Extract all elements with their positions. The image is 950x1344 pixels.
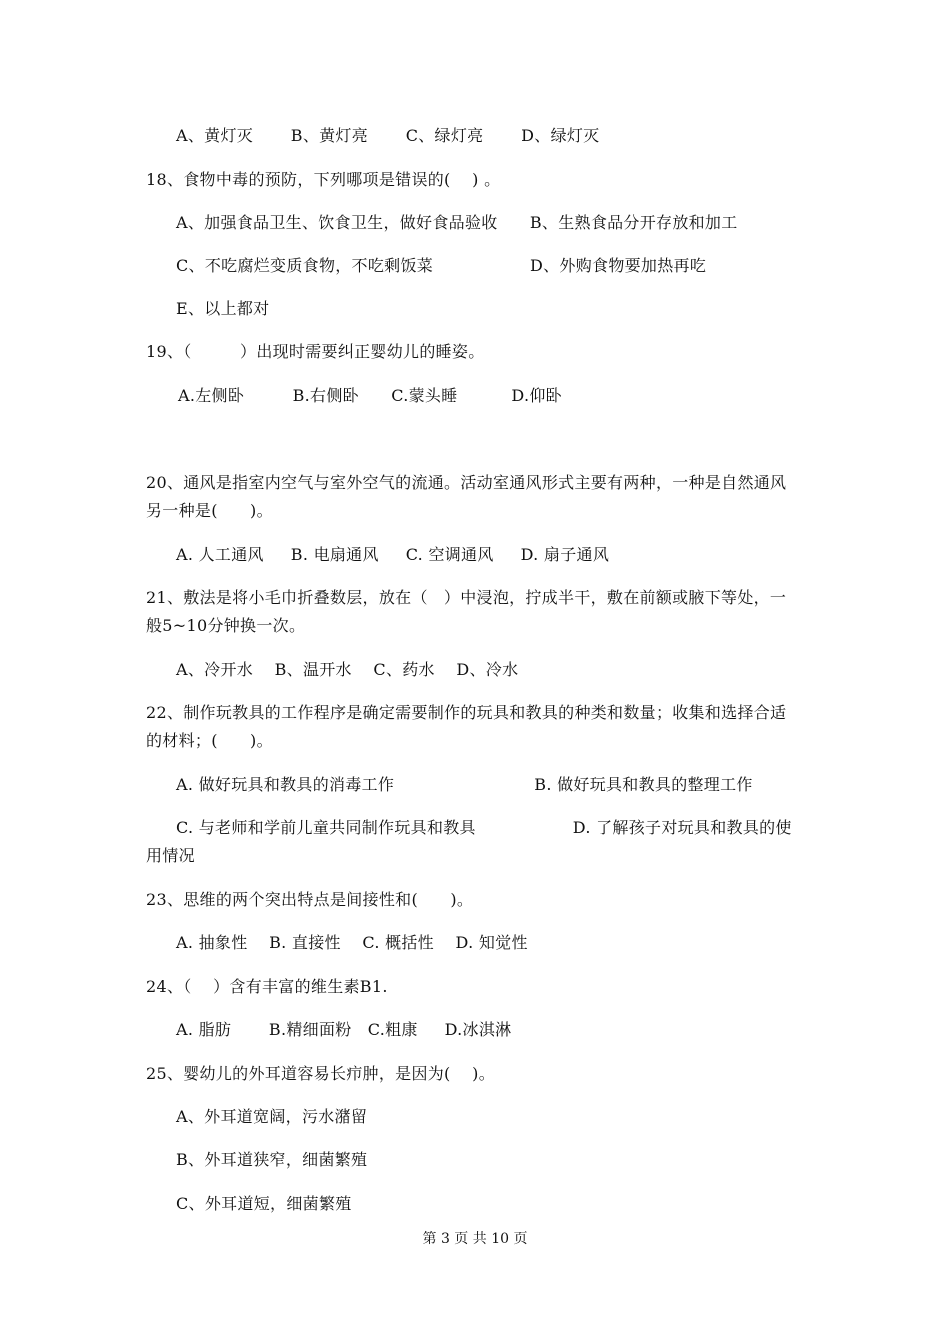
q25-option-c: C、外耳道短，细菌繁殖	[176, 1194, 352, 1213]
q24-options: A. 脂肪 B.精细面粉 C.粗康 D.冰淇淋	[176, 1020, 512, 1039]
q21-options: A、冷开水 B、温开水 C、药水 D、冷水	[176, 660, 519, 679]
q18-stem: 18、食物中毒的预防，下列哪项是错误的( ) 。	[146, 170, 501, 189]
q20-stem-line2: 另一种是( )。	[146, 501, 273, 520]
q24-stem: 24、（ ）含有丰富的维生素B1.	[146, 977, 388, 996]
q19-options: A.左侧卧 B.右侧卧 C.蒙头睡 D.仰卧	[178, 386, 562, 405]
q25-option-b: B、外耳道狭窄，细菌繁殖	[176, 1150, 368, 1169]
q23-options: A. 抽象性 B. 直接性 C. 概括性 D. 知觉性	[176, 933, 528, 952]
q21-stem-line2: 般5~10分钟换一次。	[146, 616, 306, 635]
q22-options-cd: C. 与老师和学前儿童共同制作玩具和教具 D. 了解孩子对玩具和教具的使	[176, 818, 792, 837]
q25-option-a: A、外耳道宽阔，污水潴留	[176, 1107, 368, 1126]
q22-stem-line2: 的材料；( )。	[146, 731, 273, 750]
q20-options: A. 人工通风 B. 电扇通风 C. 空调通风 D. 扇子通风	[176, 545, 610, 564]
q18-option-e: E、以上都对	[176, 299, 270, 318]
q22-stem-line1: 22、制作玩教具的工作程序是确定需要制作的玩具和教具的种类和数量；收集和选择合适	[146, 703, 787, 722]
q22-options-cd-wrap: 用情况	[146, 846, 195, 865]
q17-options: A、黄灯灭 B、黄灯亮 C、绿灯亮 D、绿灯灭	[176, 126, 600, 145]
q20-stem-line1: 20、通风是指室内空气与室外空气的流通。活动室通风形式主要有两种，一种是自然通风	[146, 473, 787, 492]
q19-stem: 19、（ ）出现时需要纠正婴幼儿的睡姿。	[146, 342, 485, 361]
q21-stem-line1: 21、敷法是将小毛巾折叠数层，放在（ ）中浸泡，拧成半干，敷在前额或腋下等处，一	[146, 588, 787, 607]
q18-options-cd: C、不吃腐烂变质食物，不吃剩饭菜 D、外购食物要加热再吃	[176, 256, 707, 275]
q22-options-ab: A. 做好玩具和教具的消毒工作 B. 做好玩具和教具的整理工作	[176, 775, 753, 794]
q25-stem: 25、婴幼儿的外耳道容易长疖肿，是因为( )。	[146, 1064, 495, 1083]
q18-options-ab: A、加强食品卫生、饮食卫生，做好食品验收 B、生熟食品分开存放和加工	[176, 213, 738, 232]
q23-stem: 23、思维的两个突出特点是间接性和( )。	[146, 890, 474, 909]
page-number-footer: 第 3 页 共 10 页	[422, 1231, 528, 1247]
